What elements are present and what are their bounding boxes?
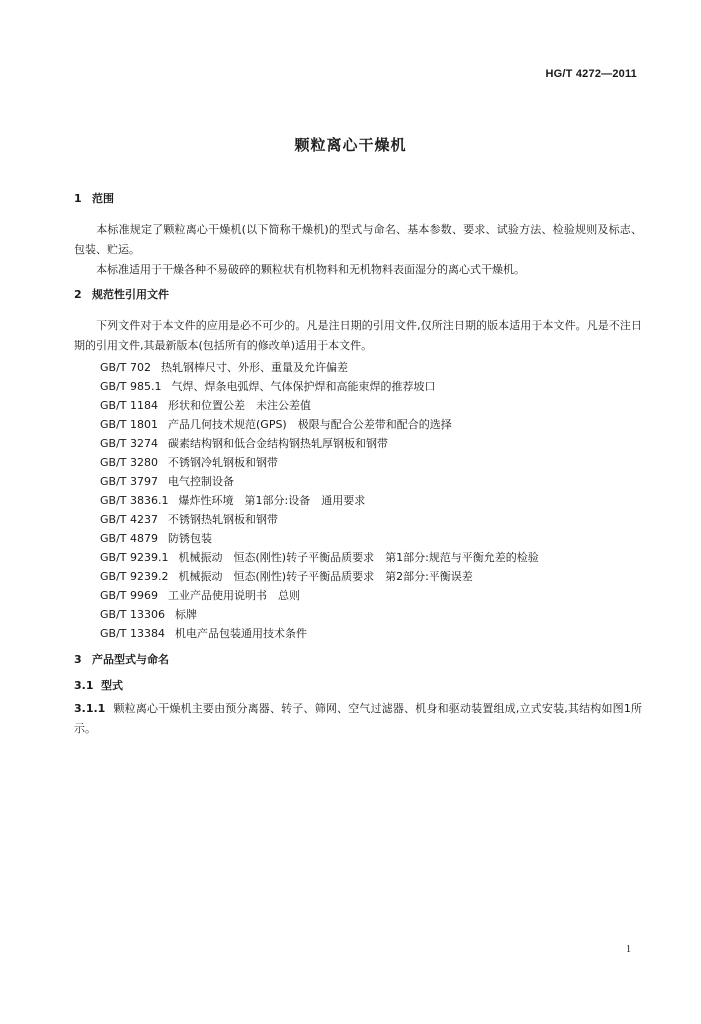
section-2-heading [74,288,642,302]
page-number: 1 [626,944,631,955]
clause-3-1-1 [74,699,642,739]
section-title: 范围 [92,192,114,205]
paragraph: 下列文件对于本文件的应用是必不可少的。凡是注日期的引用文件,仅所注日期的版本适用于本文件。凡是不注日期的引用文件,其最新版本(包括所有的修改单)适用于本文件。 [74,319,642,352]
reference-item: GB/T 9239.1 机械振动 恒态(刚性)转子平衡品质要求 第1部分:规范与平衡允差的检验 [100,551,539,564]
reference-list [100,358,642,643]
reference-item: GB/T 702 热轧钢棒尺寸、外形、重量及允许偏差 [100,361,348,374]
standard-code: HG/T 4272—2011 [545,68,637,80]
reference-item: GB/T 13384 机电产品包装通用技术条件 [100,627,307,640]
section-title: 规范性引用文件 [92,288,169,301]
paragraph: 本标准适用于干燥各种不易破碎的颗粒状有机物料和无机物料表面湿分的离心式干燥机。 [96,263,525,276]
reference-item: GB/T 13306 标牌 [100,608,197,621]
section-3-heading [74,653,642,667]
subsection-3-1-heading [74,679,642,693]
reference-item: GB/T 4879 防锈包装 [100,532,212,545]
reference-item: GB/T 3836.1 爆炸性环境 第1部分:设备 通用要求 [100,494,366,507]
reference-item: GB/T 1184 形状和位置公差 未注公差值 [100,399,311,412]
section-number: 1 [74,192,82,205]
section-title: 产品型式与命名 [92,653,169,666]
reference-item: GB/T 3797 电气控制设备 [100,475,234,488]
reference-item: GB/T 9969 工业产品使用说明书 总则 [100,589,300,602]
section-number: 3 [74,653,82,666]
reference-item: GB/T 3280 不锈钢冷轧钢板和钢带 [100,456,278,469]
clause-number: 3.1.1 [74,702,106,715]
reference-item: GB/T 3274 碳素结构钢和低合金结构钢热轧厚钢板和钢带 [100,437,388,450]
subsection-title: 型式 [101,679,123,692]
reference-item: GB/T 4237 不锈钢热轧钢板和钢带 [100,513,278,526]
section-1-heading [74,192,642,206]
clause-text: 颗粒离心干燥机主要由预分离器、转子、筛网、空气过滤器、机身和驱动装置组成,立式安装,其结构如图1所示。 [74,702,642,735]
subsection-number: 3.1 [74,679,94,692]
reference-item: GB/T 9239.2 机械振动 恒态(刚性)转子平衡品质要求 第2部分:平衡误差 [100,570,473,583]
document-body [74,192,642,739]
reference-item: GB/T 985.1 气焊、焊条电弧焊、气体保护焊和高能束焊的推荐坡口 [100,380,436,393]
section-number: 2 [74,288,82,301]
paragraph: 本标准规定了颗粒离心干燥机(以下简称干燥机)的型式与命名、基本参数、要求、试验方法、检验规则及标志、包装、贮运。 [74,223,642,256]
reference-item: GB/T 1801 产品几何技术规范(GPS) 极限与配合公差带和配合的选择 [100,418,452,431]
document-title: 颗粒离心干燥机 [294,136,407,154]
